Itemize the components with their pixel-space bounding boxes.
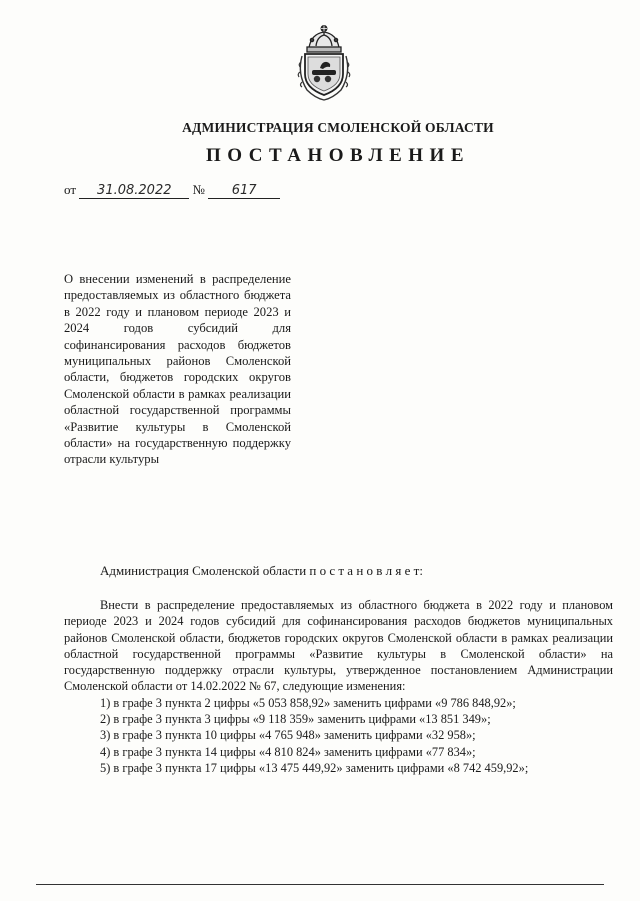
preamble: Администрация Смоленской области п о с т а н о в л я е т: [100,563,423,578]
change-item: 2) в графе 3 пункта 3 цифры «9 118 359» заменить цифрами «13 851 349»; [100,712,491,727]
change-item: 3) в графе 3 пункта 10 цифры «4 765 948» заменить цифрами «32 958»; [100,728,476,743]
footer-divider [36,884,604,885]
change-item: 4) в графе 3 пункта 14 цифры «4 810 824» заменить цифрами «77 834»; [100,744,476,759]
document-type-title: ПОСТАНОВЛЕНИЕ [205,145,471,166]
document-subject: О внесении изменений в распределение предоставляемых из областного бюджета в 2022 году и плановом периоде 2023 и 2024 годов субсидий для софинансирования расходов бюджетов муниципальных районов Смоленской области, бюджетов городских округов Смоленской области в рамках реализации областной государственной программы «Развитие культуры в Смоленской области» на государственную поддержку отрасли культуры [64,272,291,467]
body-intro: Внести в распределение предоставляемых из областного бюджета в 2022 году и плановом периоде 2023 и 2024 годов субсидий для софинансирования расходов бюджетов муниципальных районов Смоленской области, бюджетов городских округов Смоленской области в рамках реализации областной государственной программы «Развитие культуры в Смоленской области» на государственную поддержку отрасли культуры, утвержденное постановлением Администрации Смоленской области от 14.02.2022 № 67, следующие изменения: [64,598,613,694]
change-item: 5) в графе 3 пункта 17 цифры «13 475 449,92» заменить цифрами «8 742 459,92»; [100,760,529,775]
coat-of-arms-icon [293,22,355,102]
document-body [64,597,613,776]
date-number-line [64,182,280,199]
date-prefix: от [64,182,77,197]
handwritten-date: 31.08.2022 [79,184,189,199]
change-item: 1) в графе 3 пункта 2 цифры «5 053 858,92» заменить цифрами «9 786 848,92»; [100,695,516,710]
organization-title: АДМИНИСТРАЦИЯ СМОЛЕНСКОЙ ОБЛАСТИ [182,120,494,135]
handwritten-number: 617 [208,184,280,199]
number-sign: № [192,182,205,197]
